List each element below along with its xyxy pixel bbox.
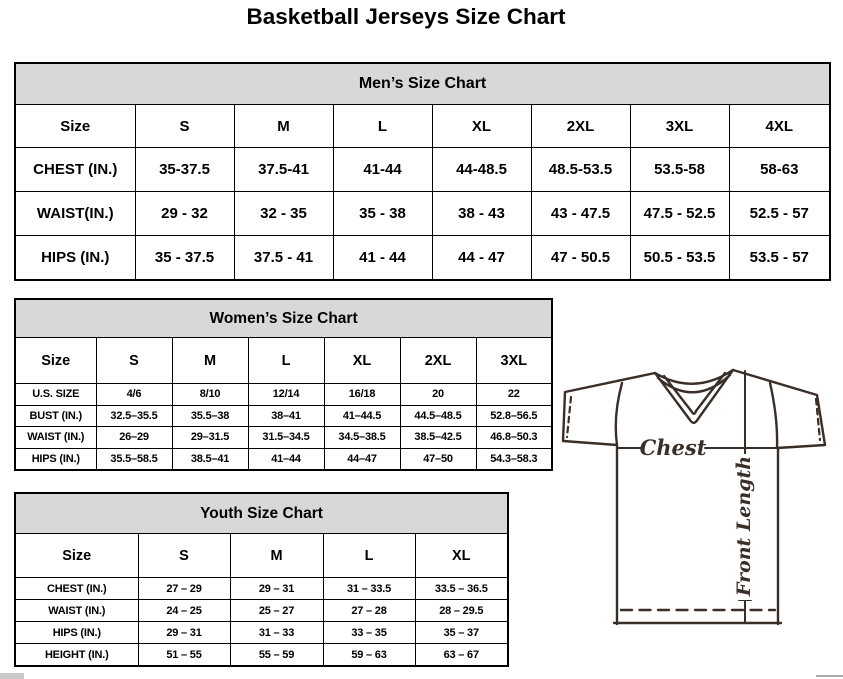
table-row bbox=[15, 148, 830, 192]
table-row bbox=[15, 600, 508, 622]
size-value-cell: 47 - 50.5 bbox=[531, 236, 630, 281]
size-value-cell: 46.8–50.3 bbox=[476, 427, 552, 449]
size-value-cell: 29 – 31 bbox=[138, 622, 230, 644]
left-cuff-stitch-line bbox=[567, 397, 571, 437]
row-label: HIPS (IN.) bbox=[15, 448, 96, 470]
row-label: WAIST(IN.) bbox=[15, 192, 135, 236]
row-label: WAIST (IN.) bbox=[15, 427, 96, 449]
size-value-cell: 63 – 67 bbox=[415, 644, 508, 667]
mens-size-chart-section bbox=[14, 62, 831, 281]
column-header: Size bbox=[15, 534, 138, 578]
column-header: Size bbox=[15, 105, 135, 148]
scrollbar-fragment-left[interactable] bbox=[0, 673, 24, 679]
row-label: HEIGHT (IN.) bbox=[15, 644, 138, 667]
size-value-cell: 47.5 - 52.5 bbox=[630, 192, 729, 236]
row-label: HIPS (IN.) bbox=[15, 622, 138, 644]
womens-chart-title: Women’s Size Chart bbox=[15, 299, 552, 338]
column-header: XL bbox=[324, 338, 400, 384]
size-value-cell: 28 – 29.5 bbox=[415, 600, 508, 622]
size-value-cell: 51 – 55 bbox=[138, 644, 230, 667]
column-header: Size bbox=[15, 338, 96, 384]
size-value-cell: 41-44 bbox=[333, 148, 432, 192]
size-value-cell: 27 – 28 bbox=[323, 600, 415, 622]
size-value-cell: 33.5 – 36.5 bbox=[415, 578, 508, 600]
size-value-cell: 38 - 43 bbox=[432, 192, 531, 236]
size-value-cell: 55 – 59 bbox=[230, 644, 323, 667]
column-header: L bbox=[248, 338, 324, 384]
size-value-cell: 41–44.5 bbox=[324, 405, 400, 427]
size-value-cell: 12/14 bbox=[248, 384, 324, 406]
size-value-cell: 31 – 33.5 bbox=[323, 578, 415, 600]
size-value-cell: 38–41 bbox=[248, 405, 324, 427]
size-value-cell: 35 - 37.5 bbox=[135, 236, 234, 281]
size-value-cell: 48.5-53.5 bbox=[531, 148, 630, 192]
size-value-cell: 33 – 35 bbox=[323, 622, 415, 644]
row-label: U.S. SIZE bbox=[15, 384, 96, 406]
row-label: CHEST (IN.) bbox=[15, 148, 135, 192]
column-header: M bbox=[234, 105, 333, 148]
table-row bbox=[15, 384, 552, 406]
size-value-cell: 38.5–42.5 bbox=[400, 427, 476, 449]
size-value-cell: 52.5 - 57 bbox=[729, 192, 830, 236]
size-value-cell: 44–47 bbox=[324, 448, 400, 470]
size-value-cell: 25 – 27 bbox=[230, 600, 323, 622]
size-value-cell: 31.5–34.5 bbox=[248, 427, 324, 449]
column-header: 2XL bbox=[400, 338, 476, 384]
size-value-cell: 24 – 25 bbox=[138, 600, 230, 622]
size-value-cell: 37.5-41 bbox=[234, 148, 333, 192]
size-value-cell: 44 - 47 bbox=[432, 236, 531, 281]
column-header: S bbox=[96, 338, 172, 384]
size-value-cell: 37.5 - 41 bbox=[234, 236, 333, 281]
size-value-cell: 32 - 35 bbox=[234, 192, 333, 236]
jersey-measurement-diagram bbox=[557, 356, 842, 646]
size-value-cell: 58-63 bbox=[729, 148, 830, 192]
size-value-cell: 29 – 31 bbox=[230, 578, 323, 600]
size-value-cell: 41 - 44 bbox=[333, 236, 432, 281]
size-value-cell: 34.5–38.5 bbox=[324, 427, 400, 449]
size-value-cell: 44-48.5 bbox=[432, 148, 531, 192]
size-value-cell: 52.8–56.5 bbox=[476, 405, 552, 427]
size-value-cell: 43 - 47.5 bbox=[531, 192, 630, 236]
column-header: 2XL bbox=[531, 105, 630, 148]
row-label: CHEST (IN.) bbox=[15, 578, 138, 600]
size-value-cell: 59 – 63 bbox=[323, 644, 415, 667]
mens-size-table bbox=[14, 62, 831, 281]
youth-chart-title: Youth Size Chart bbox=[15, 493, 508, 534]
size-value-cell: 35.5–58.5 bbox=[96, 448, 172, 470]
table-row bbox=[15, 622, 508, 644]
collar-outline bbox=[655, 370, 733, 423]
table-row bbox=[15, 448, 552, 470]
table-row bbox=[15, 578, 508, 600]
womens-size-chart-section bbox=[14, 298, 553, 471]
youth-size-table bbox=[14, 492, 509, 667]
row-label: HIPS (IN.) bbox=[15, 236, 135, 281]
size-value-cell: 41–44 bbox=[248, 448, 324, 470]
page-title: Basketball Jerseys Size Chart bbox=[246, 4, 566, 29]
scrollbar-fragment-right[interactable] bbox=[816, 675, 843, 677]
size-value-cell: 38.5–41 bbox=[172, 448, 248, 470]
womens-size-table bbox=[14, 298, 553, 471]
size-value-cell: 53.5 - 57 bbox=[729, 236, 830, 281]
size-value-cell: 53.5-58 bbox=[630, 148, 729, 192]
table-row bbox=[15, 644, 508, 667]
column-header: XL bbox=[432, 105, 531, 148]
size-value-cell: 35 – 37 bbox=[415, 622, 508, 644]
front-length-label: Front Length bbox=[733, 455, 755, 597]
column-header: L bbox=[323, 534, 415, 578]
size-value-cell: 32.5–35.5 bbox=[96, 405, 172, 427]
column-header: M bbox=[172, 338, 248, 384]
column-header: M bbox=[230, 534, 323, 578]
size-value-cell: 54.3–58.3 bbox=[476, 448, 552, 470]
size-value-cell: 47–50 bbox=[400, 448, 476, 470]
column-header: S bbox=[138, 534, 230, 578]
size-value-cell: 26–29 bbox=[96, 427, 172, 449]
size-value-cell: 35-37.5 bbox=[135, 148, 234, 192]
size-value-cell: 35 - 38 bbox=[333, 192, 432, 236]
table-row bbox=[15, 427, 552, 449]
column-header: 3XL bbox=[630, 105, 729, 148]
column-header: 3XL bbox=[476, 338, 552, 384]
size-value-cell: 4/6 bbox=[96, 384, 172, 406]
column-header: L bbox=[333, 105, 432, 148]
size-value-cell: 35.5–38 bbox=[172, 405, 248, 427]
size-value-cell: 20 bbox=[400, 384, 476, 406]
size-value-cell: 31 – 33 bbox=[230, 622, 323, 644]
size-value-cell: 44.5–48.5 bbox=[400, 405, 476, 427]
table-row bbox=[15, 192, 830, 236]
row-label: BUST (IN.) bbox=[15, 405, 96, 427]
column-header: 4XL bbox=[729, 105, 830, 148]
size-value-cell: 22 bbox=[476, 384, 552, 406]
chest-label: Chest bbox=[639, 435, 707, 460]
youth-size-chart-section bbox=[14, 492, 509, 667]
row-label: WAIST (IN.) bbox=[15, 600, 138, 622]
size-value-cell: 29 - 32 bbox=[135, 192, 234, 236]
jersey-outline bbox=[563, 370, 825, 624]
table-row bbox=[15, 405, 552, 427]
column-header: S bbox=[135, 105, 234, 148]
table-row bbox=[15, 236, 830, 281]
size-value-cell: 27 – 29 bbox=[138, 578, 230, 600]
size-value-cell: 8/10 bbox=[172, 384, 248, 406]
size-value-cell: 50.5 - 53.5 bbox=[630, 236, 729, 281]
mens-chart-title: Men’s Size Chart bbox=[15, 63, 830, 105]
size-value-cell: 29–31.5 bbox=[172, 427, 248, 449]
size-value-cell: 16/18 bbox=[324, 384, 400, 406]
column-header: XL bbox=[415, 534, 508, 578]
